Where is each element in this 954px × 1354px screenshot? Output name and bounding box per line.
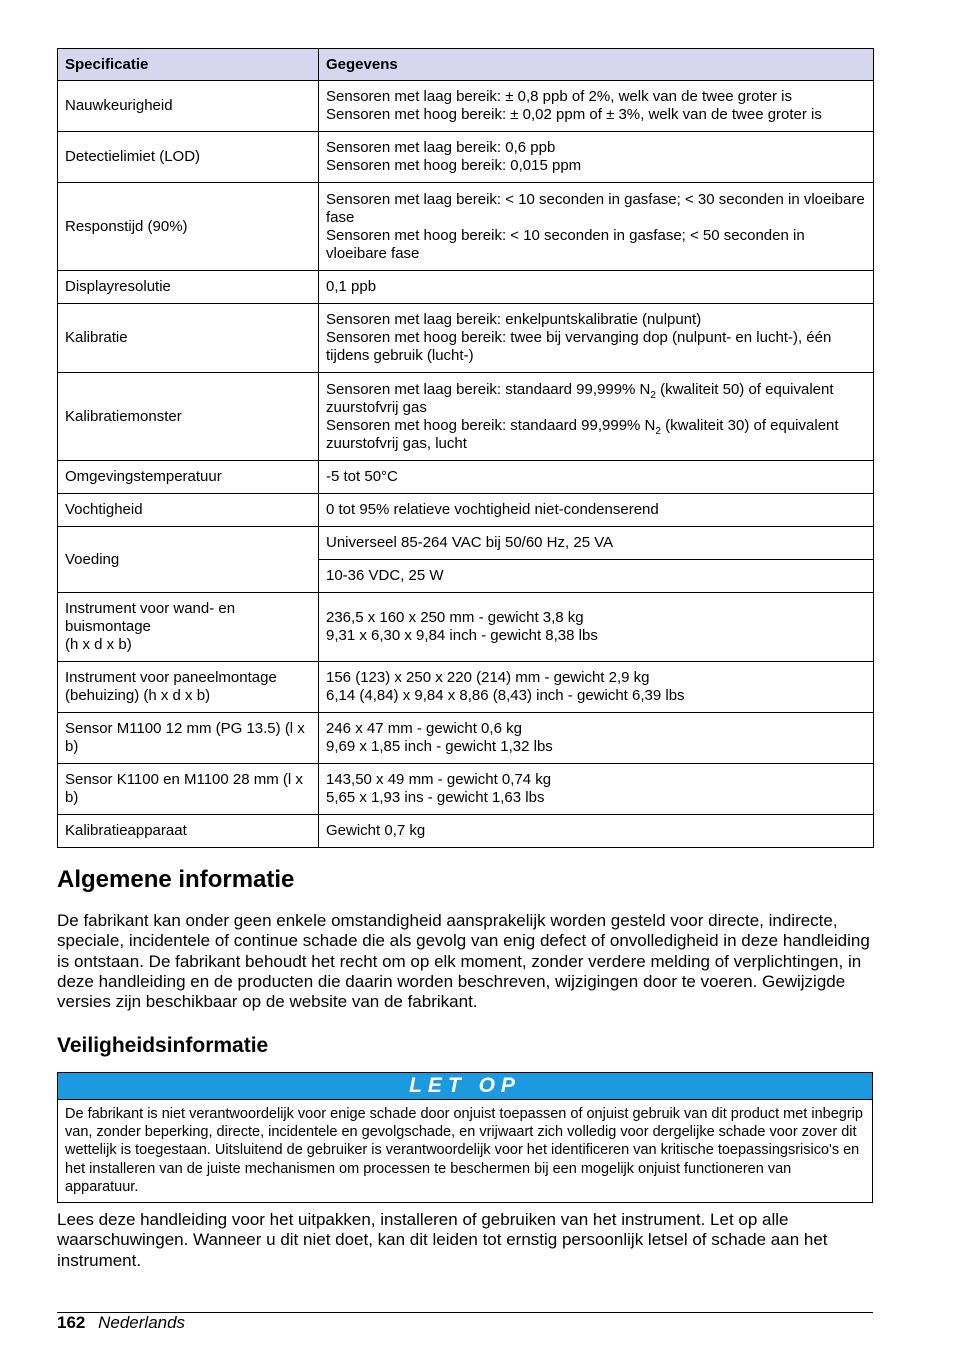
spec-value-line: Sensoren met hoog bereik: standaard 99,999% $N_2$ (kwaliteit 30) of equivalent zuurstofvrij gas, lucht xyxy=(326,416,839,452)
safety-info-title: Veiligheidsinformatie xyxy=(57,1034,269,1057)
spec-name: Vochtigheid xyxy=(58,494,319,527)
spec-name xyxy=(58,593,319,662)
spec-value-line: 5,65 x 1,93 ins - gewicht 1,63 lbs xyxy=(326,789,545,806)
spec-value: 0 tot 95% relatieve vochtigheid niet-condenserend xyxy=(319,494,874,527)
spec-value xyxy=(319,662,874,713)
table-row xyxy=(58,183,874,271)
spec-value-line: Sensoren met hoog bereik: 0,015 ppm xyxy=(326,157,582,174)
table-row xyxy=(58,271,874,304)
spec-value xyxy=(319,373,874,461)
safety-instructions-paragraph: Lees deze handleiding voor het uitpakken, installeren of gebruiken van het instrument. Let op alle waarschuwingen. Wanneer u dit niet doet, kan dit leiden tot ernstig persoonlijk letsel of schade aan het instrument. xyxy=(57,1210,828,1270)
notice-label: LET OP xyxy=(58,1073,872,1100)
general-info-title: Algemene informatie xyxy=(57,866,295,893)
table-row xyxy=(58,81,874,132)
spec-value xyxy=(319,81,874,132)
spec-value-line: Sensoren met hoog bereik: ± 0,02 ppm of ± 3%, welk van de twee groter is xyxy=(326,106,822,123)
spec-value-line: Sensoren met laag bereik: ± 0,8 ppb of 2%, welk van de twee groter is xyxy=(326,88,792,105)
specifications-table xyxy=(57,48,874,848)
spec-value xyxy=(319,183,874,271)
page-footer xyxy=(57,1313,185,1333)
general-info-paragraph: De fabrikant kan onder geen enkele omstandigheid aansprakelijk worden gesteld voor directe, indirecte, speciale, incidentele of continue schade die als gevolg van enig defect of onvolledigheid in deze handleiding is ontstaan. De fabrikant behoudt het recht om op elk moment, zonder verdere melding of verplichtingen, in deze handleiding en de producten die daarin worden beschreven, wijzigingen door te voeren. Gewijzigde versies zijn beschikbaar op de website van de fabrikant. xyxy=(57,911,870,1012)
column-header-data: Gegevens xyxy=(319,49,874,81)
table-row xyxy=(58,461,874,494)
spec-value-line: 156 (123) x 250 x 220 (214) mm - gewicht 2,9 kg xyxy=(326,669,650,686)
spec-value-line: 236,5 x 160 x 250 mm - gewicht 3,8 kg xyxy=(326,609,584,626)
spec-name: Voeding xyxy=(58,527,319,593)
spec-value xyxy=(319,132,874,183)
spec-value: -5 tot 50°C xyxy=(319,461,874,494)
spec-name: Kalibratiemonster xyxy=(58,373,319,461)
spec-name: Kalibratie xyxy=(58,304,319,373)
spec-value-line: Sensoren met laag bereik: < 10 seconden in gasfase; < 30 seconden in vloeibare fase xyxy=(326,190,865,226)
spec-value xyxy=(319,304,874,373)
spec-name: Displayresolutie xyxy=(58,271,319,304)
page-number: 162 xyxy=(57,1313,86,1332)
spec-name: Instrument voor paneelmontage (behuizing) (h x d x b) xyxy=(58,662,319,713)
spec-name: Kalibratieapparaat xyxy=(58,815,319,848)
spec-value: 0,1 ppb xyxy=(319,271,874,304)
spec-name: Omgevingstemperatuur xyxy=(58,461,319,494)
table-row xyxy=(58,373,874,461)
spec-value-line: 143,50 x 49 mm - gewicht 0,74 kg xyxy=(326,771,552,788)
column-header-specification: Specificatie xyxy=(58,49,319,81)
table-row xyxy=(58,662,874,713)
spec-value-line: Sensoren met laag bereik: enkelpuntskalibratie (nulpunt) xyxy=(326,311,702,328)
spec-value: Universeel 85-264 VAC bij 50/60 Hz, 25 VA xyxy=(319,527,874,560)
footer-language: Nederlands xyxy=(98,1313,186,1332)
table-row xyxy=(58,494,874,527)
spec-name: Sensor K1100 en M1100 28 mm (l x b) xyxy=(58,764,319,815)
notice-text: De fabrikant is niet verantwoordelijk voor enige schade door onjuist toepassen of onjuist gebruik van dit product met inbegrip van, zonder beperking, directe, incidentele en gevolgschade, en vrijwaart zich volledig voor dergelijke schade voor zover dit wettelijk is toegestaan. Uitsluitend de gebruiker is verantwoordelijk voor het identificeren van kritische toepassingsrisico's en het installeren van de juiste mechanismen om processen te beschermen bij een mogelijk onjuist functioneren van apparatuur. xyxy=(65,1106,863,1195)
spec-value-line: 6,14 (4,84) x 9,84 x 8,86 (8,43) inch - gewicht 6,39 lbs xyxy=(326,687,685,704)
spec-value: 10-36 VDC, 25 W xyxy=(319,560,874,593)
spec-name: Detectielimiet (LOD) xyxy=(58,132,319,183)
spec-name-line: (h x d x b) xyxy=(65,636,132,653)
spec-value xyxy=(319,764,874,815)
spec-value-line: 246 x 47 mm - gewicht 0,6 kg xyxy=(326,720,522,737)
spec-name: Sensor M1100 12 mm (PG 13.5) (l x b) xyxy=(58,713,319,764)
table-row xyxy=(58,713,874,764)
spec-name-line: Instrument voor wand- en buismontage xyxy=(65,600,236,635)
spec-name: Nauwkeurigheid xyxy=(58,81,319,132)
spec-value-line: Sensoren met hoog bereik: < 10 seconden in gasfase; < 50 seconden in vloeibare fase xyxy=(326,226,805,262)
notice-box xyxy=(57,1072,873,1203)
spec-value-line: 9,31 x 6,30 x 9,84 inch - gewicht 8,38 lbs xyxy=(326,627,598,644)
spec-value-line: 9,69 x 1,85 inch - gewicht 1,32 lbs xyxy=(326,738,553,755)
spec-value xyxy=(319,713,874,764)
table-row xyxy=(58,304,874,373)
table-row xyxy=(58,815,874,848)
spec-value xyxy=(319,593,874,662)
table-header-row xyxy=(58,49,874,81)
table-row xyxy=(58,132,874,183)
spec-name: Responstijd (90%) xyxy=(58,183,319,271)
spec-value: Gewicht 0,7 kg xyxy=(319,815,874,848)
spec-value-line: Sensoren met laag bereik: standaard 99,999% $N_2$ (kwaliteit 50) of equivalent zuurstofvrij gas xyxy=(326,380,834,416)
table-row xyxy=(58,764,874,815)
table-row xyxy=(58,527,874,560)
table-row xyxy=(58,593,874,662)
spec-value-line: Sensoren met hoog bereik: twee bij vervanging dop (nulpunt- en lucht-), één tijdens gebruik (lucht-) xyxy=(326,329,832,364)
spec-value-line: Sensoren met laag bereik: 0,6 ppb xyxy=(326,139,556,156)
